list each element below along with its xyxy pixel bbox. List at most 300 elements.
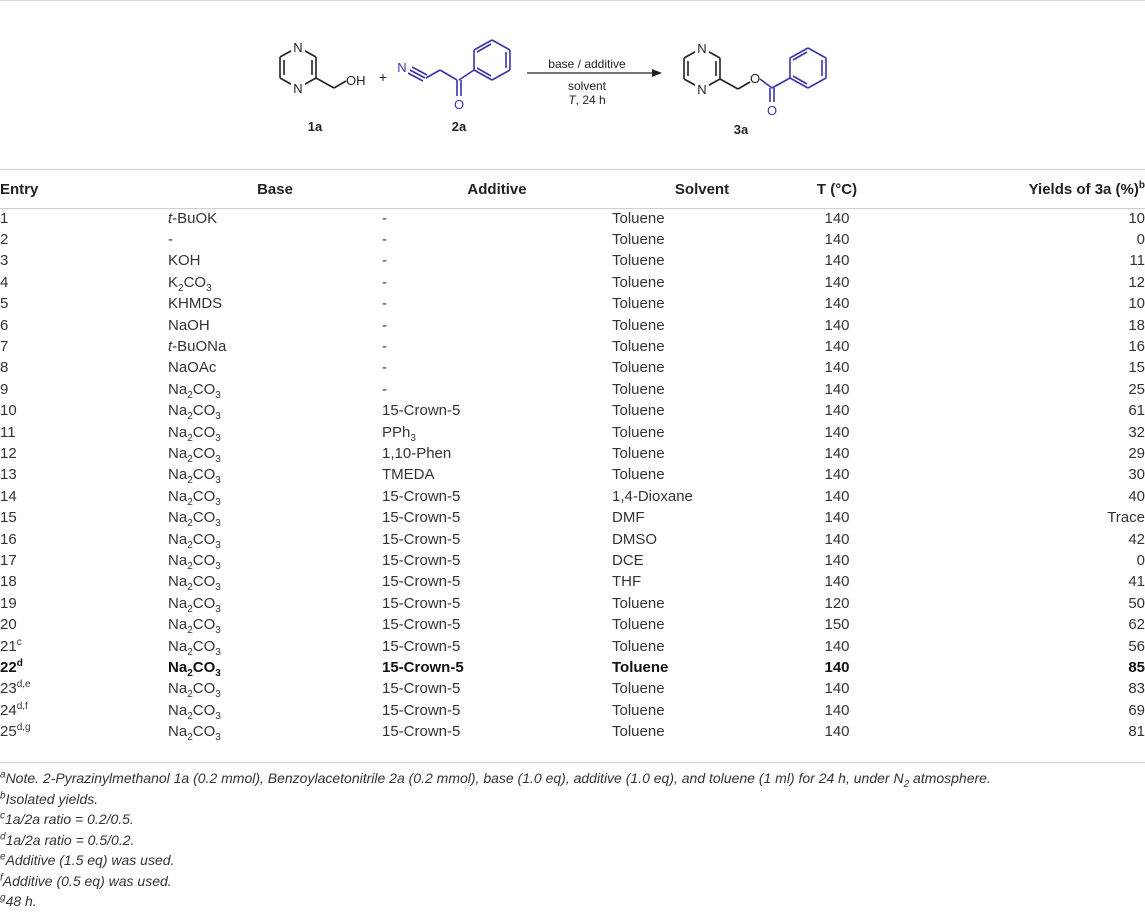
header-yield-footnote: b bbox=[1138, 179, 1145, 191]
base-subscript: 2 bbox=[187, 710, 193, 722]
base-tail bbox=[192, 616, 221, 637]
cell-additive bbox=[382, 379, 612, 400]
cell-solvent: 1,4-Dioxane bbox=[612, 487, 693, 505]
base-name: Na bbox=[168, 723, 188, 741]
table-row bbox=[0, 572, 1145, 593]
base-tail-letters: CO bbox=[192, 616, 216, 634]
table-row bbox=[0, 593, 1145, 614]
cell-solvent: Toluene bbox=[612, 701, 665, 719]
entry-number: 8 bbox=[0, 359, 9, 377]
base-tail bbox=[192, 594, 221, 615]
base-tail-letters: CO bbox=[192, 573, 216, 591]
cell-entry bbox=[0, 486, 168, 507]
entry-number: 22 bbox=[0, 658, 17, 676]
footnote-subscript: 2 bbox=[903, 778, 910, 790]
footnote-line bbox=[0, 871, 1145, 892]
temperature-symbol: T bbox=[568, 93, 576, 107]
base-tail-subscript: 3 bbox=[206, 282, 212, 294]
entry-footnote: d bbox=[16, 657, 23, 669]
base-tail-letters: CO bbox=[192, 680, 216, 698]
base-tail-letters: CO bbox=[192, 380, 216, 398]
cell-yield: 61 bbox=[1128, 402, 1145, 420]
cell-temperature: 140 bbox=[824, 402, 850, 420]
cell-temperature: 140 bbox=[824, 209, 850, 227]
base-subscript: 2 bbox=[187, 625, 193, 637]
base-subscript: 2 bbox=[178, 282, 184, 294]
cell-base bbox=[168, 507, 382, 528]
cell-entry bbox=[0, 251, 168, 272]
cell-solvent: Toluene bbox=[612, 680, 665, 698]
base-prefix: t bbox=[168, 209, 173, 227]
base-name: Na bbox=[168, 509, 188, 527]
cell-entry bbox=[0, 401, 168, 422]
cell-entry bbox=[0, 593, 168, 614]
additive-name: 15-Crown-5 bbox=[382, 658, 464, 676]
base-tail bbox=[192, 723, 221, 744]
base-name: Na bbox=[168, 402, 188, 420]
base-tail-subscript: 3 bbox=[215, 560, 221, 572]
cell-entry bbox=[0, 443, 168, 464]
additive-name: 15-Crown-5 bbox=[382, 530, 461, 548]
base-tail-letters: CO bbox=[192, 551, 216, 569]
base-tail bbox=[192, 701, 221, 722]
cell-solvent: Toluene bbox=[612, 402, 665, 420]
entry-number: 19 bbox=[0, 594, 17, 612]
cell-yield: 81 bbox=[1128, 723, 1145, 741]
entry-footnote: d,f bbox=[16, 700, 28, 712]
cell-base bbox=[168, 422, 382, 443]
cell-additive bbox=[382, 208, 612, 229]
table-row bbox=[0, 679, 1145, 700]
cell-entry bbox=[0, 550, 168, 571]
cell-temperature: 140 bbox=[824, 252, 850, 270]
entry-number: 1 bbox=[0, 209, 9, 227]
footnote-mark: g bbox=[0, 892, 6, 904]
cell-yield: 62 bbox=[1128, 616, 1145, 634]
footnote-text: Note. 2-Pyrazinylmethanol 1a (0.2 mmol), Benzoylacetonitrile 2a (0.2 mmol), base (1.0 eq), additive (1.0 eq), and toluene (1 ml) for 24 h, under N bbox=[5, 770, 904, 786]
cell-yield: 15 bbox=[1128, 359, 1145, 377]
cell-base bbox=[168, 700, 382, 721]
entry-number: 20 bbox=[0, 616, 17, 634]
cell-solvent: Toluene bbox=[612, 616, 665, 634]
additive-name: 15-Crown-5 bbox=[382, 637, 461, 655]
footnote-mark: e bbox=[0, 851, 6, 863]
cell-base bbox=[168, 614, 382, 635]
table-row bbox=[0, 465, 1145, 486]
base-subscript: 2 bbox=[187, 432, 193, 444]
cell-base bbox=[168, 208, 382, 229]
additive-subscript: 3 bbox=[410, 432, 416, 444]
label-1a: 1a bbox=[307, 119, 323, 134]
base-tail-letters: CO bbox=[192, 594, 216, 612]
cell-additive bbox=[382, 700, 612, 721]
atom-n: N bbox=[293, 81, 303, 96]
table-row bbox=[0, 657, 1145, 678]
base-name: KOH bbox=[168, 252, 201, 270]
cell-additive bbox=[382, 443, 612, 464]
base-subscript: 2 bbox=[187, 539, 193, 551]
footnotes bbox=[0, 768, 1145, 912]
cell-solvent: DCE bbox=[612, 551, 644, 569]
cell-solvent: Toluene bbox=[612, 295, 665, 313]
cell-yield: Trace bbox=[1107, 509, 1145, 527]
base-name: Na bbox=[168, 701, 188, 719]
base-subscript: 2 bbox=[187, 732, 193, 744]
base-tail-subscript: 3 bbox=[215, 603, 221, 615]
entry-number: 7 bbox=[0, 338, 9, 356]
cell-entry bbox=[0, 208, 168, 229]
cell-solvent: Toluene bbox=[612, 423, 665, 441]
cell-additive bbox=[382, 486, 612, 507]
base-name: KHMDS bbox=[168, 295, 223, 313]
table-row bbox=[0, 636, 1145, 657]
cell-temperature: 140 bbox=[824, 466, 850, 484]
header-base: Base bbox=[257, 180, 293, 198]
base-subscript: 2 bbox=[187, 475, 193, 487]
base-name: - bbox=[168, 231, 173, 249]
cell-entry bbox=[0, 336, 168, 357]
cell-additive bbox=[382, 572, 612, 593]
table-row bbox=[0, 251, 1145, 272]
table-row bbox=[0, 229, 1145, 250]
cell-base bbox=[168, 401, 382, 422]
cell-yield: 10 bbox=[1128, 209, 1145, 227]
footnote-text: 1a/2a ratio = 0.5/0.2. bbox=[5, 831, 135, 848]
cell-base bbox=[168, 572, 382, 593]
base-name: NaOH bbox=[168, 316, 210, 334]
cell-additive bbox=[382, 358, 612, 379]
base-subscript: 2 bbox=[187, 582, 193, 594]
cell-temperature: 140 bbox=[824, 316, 850, 334]
base-tail-letters: CO bbox=[192, 509, 216, 527]
cell-solvent: Toluene bbox=[612, 316, 665, 334]
cell-temperature: 140 bbox=[824, 701, 850, 719]
cell-solvent: Toluene bbox=[612, 359, 665, 377]
cell-entry bbox=[0, 529, 168, 550]
cell-solvent: Toluene bbox=[612, 338, 665, 356]
conditions-above: base / additive bbox=[548, 57, 626, 71]
footnote-line bbox=[0, 830, 1145, 851]
cell-additive bbox=[382, 657, 612, 678]
cell-base bbox=[168, 529, 382, 550]
base-tail-letters: CO bbox=[192, 487, 216, 505]
base-tail-letters: CO bbox=[192, 658, 216, 676]
base-name: Na bbox=[168, 380, 188, 398]
cell-solvent: DMF bbox=[612, 509, 645, 527]
additive-name: 1,10-Phen bbox=[382, 444, 452, 462]
cell-temperature: 140 bbox=[824, 444, 850, 462]
cell-base bbox=[168, 294, 382, 315]
entry-number: 5 bbox=[0, 295, 9, 313]
footnote-line bbox=[0, 850, 1145, 871]
base-name: Na bbox=[168, 616, 188, 634]
cell-additive bbox=[382, 229, 612, 250]
base-tail bbox=[192, 573, 221, 594]
base-tail bbox=[183, 273, 212, 294]
table-row bbox=[0, 443, 1145, 464]
additive-name: - bbox=[382, 231, 387, 249]
footnote-text: Additive (1.5 eq) was used. bbox=[5, 852, 175, 868]
entry-number: 17 bbox=[0, 551, 17, 569]
optimization-table bbox=[0, 170, 1145, 743]
footnote-text: 48 h. bbox=[5, 893, 37, 909]
atom-o: O bbox=[749, 71, 761, 86]
cell-base bbox=[168, 550, 382, 571]
table-bottom-rule bbox=[0, 762, 1145, 763]
cell-entry bbox=[0, 229, 168, 250]
base-tail-letters: CO bbox=[192, 466, 216, 484]
footnote-text: Additive (0.5 eq) was used. bbox=[2, 872, 172, 889]
additive-name: PPh bbox=[382, 423, 411, 441]
cell-yield: 83 bbox=[1128, 680, 1145, 698]
entry-number: 4 bbox=[0, 273, 9, 291]
header-yield-text: Yields of 3a (%) bbox=[1028, 180, 1139, 198]
base-tail bbox=[192, 637, 221, 658]
base-prefix: t bbox=[168, 338, 173, 356]
cell-entry bbox=[0, 507, 168, 528]
footnote-text: 1a/2a ratio = 0.2/0.5. bbox=[5, 811, 134, 827]
base-name: Na bbox=[168, 530, 188, 548]
base-name: Na bbox=[168, 551, 188, 569]
entry-number: 12 bbox=[0, 444, 17, 462]
cell-entry bbox=[0, 465, 168, 486]
cell-entry bbox=[0, 614, 168, 635]
table-row bbox=[0, 358, 1145, 379]
base-tail-letters: CO bbox=[192, 637, 216, 655]
additive-name: - bbox=[382, 316, 387, 334]
footnote-line bbox=[0, 809, 1145, 830]
entry-number: 9 bbox=[0, 380, 9, 398]
base-name: Na bbox=[168, 466, 188, 484]
cell-additive bbox=[382, 251, 612, 272]
cell-temperature: 140 bbox=[824, 551, 850, 569]
cell-additive bbox=[382, 315, 612, 336]
cell-entry bbox=[0, 379, 168, 400]
table-row bbox=[0, 529, 1145, 550]
cell-additive bbox=[382, 593, 612, 614]
additive-name: - bbox=[382, 252, 387, 270]
cell-solvent: Toluene bbox=[612, 594, 665, 612]
cell-solvent: Toluene bbox=[612, 273, 665, 291]
cell-yield: 10 bbox=[1128, 295, 1145, 313]
base-tail-letters: CO bbox=[192, 402, 216, 420]
atom-o: O bbox=[453, 97, 465, 112]
base-tail-subscript: 3 bbox=[215, 689, 221, 701]
header-entry: Entry bbox=[0, 180, 39, 198]
base-tail-subscript: 3 bbox=[215, 646, 221, 658]
base-tail-letters: CO bbox=[192, 530, 216, 548]
additive-name: 15-Crown-5 bbox=[382, 616, 461, 634]
cell-entry bbox=[0, 657, 168, 678]
base-subscript: 2 bbox=[187, 411, 193, 423]
cell-entry bbox=[0, 294, 168, 315]
cell-temperature: 120 bbox=[824, 594, 850, 612]
base-subscript: 2 bbox=[187, 496, 193, 508]
table-row bbox=[0, 550, 1145, 571]
cell-solvent: Toluene bbox=[612, 231, 665, 249]
cell-temperature: 140 bbox=[824, 423, 850, 441]
atom-n: N bbox=[293, 40, 303, 55]
additive-name: TMEDA bbox=[382, 466, 435, 484]
base-tail-letters: CO bbox=[192, 701, 216, 719]
cell-additive bbox=[382, 422, 612, 443]
base-subscript: 2 bbox=[187, 518, 193, 530]
table-header-row bbox=[0, 170, 1145, 208]
additive-name: - bbox=[382, 359, 387, 377]
entry-number: 24 bbox=[0, 701, 17, 719]
base-tail-subscript: 3 bbox=[215, 475, 221, 487]
additive-name: 15-Crown-5 bbox=[382, 509, 461, 527]
footnote-tail: atmosphere. bbox=[909, 770, 991, 786]
base-name: NaOAc bbox=[168, 359, 217, 377]
footnote-mark: d bbox=[0, 830, 6, 842]
cell-temperature: 140 bbox=[824, 380, 850, 398]
cell-yield: 56 bbox=[1128, 637, 1145, 655]
cell-yield: 0 bbox=[1136, 551, 1145, 569]
atom-n: N bbox=[697, 41, 707, 56]
base-subscript: 2 bbox=[187, 689, 193, 701]
atom-n: N bbox=[697, 82, 707, 97]
base-tail bbox=[192, 509, 221, 530]
cell-additive bbox=[382, 721, 612, 742]
table-row bbox=[0, 294, 1145, 315]
cell-solvent: THF bbox=[612, 573, 642, 591]
entry-number: 11 bbox=[0, 423, 16, 441]
base-tail-letters: CO bbox=[192, 723, 216, 741]
base-name: Na bbox=[168, 444, 188, 462]
cell-solvent: Toluene bbox=[612, 466, 665, 484]
header-additive: Additive bbox=[467, 180, 527, 198]
cell-base bbox=[168, 593, 382, 614]
base-name: K bbox=[168, 273, 179, 291]
cell-yield: 42 bbox=[1128, 530, 1145, 548]
entry-footnote: d,e bbox=[16, 679, 31, 691]
cell-entry bbox=[0, 358, 168, 379]
cell-additive bbox=[382, 614, 612, 635]
cell-yield: 69 bbox=[1128, 701, 1145, 719]
base-subscript: 2 bbox=[187, 646, 193, 658]
cell-solvent: Toluene bbox=[612, 444, 665, 462]
base-tail-letters: CO bbox=[192, 444, 216, 462]
cell-solvent: Toluene bbox=[612, 209, 665, 227]
cell-temperature: 140 bbox=[824, 359, 850, 377]
cell-temperature: 140 bbox=[824, 273, 850, 291]
base-tail bbox=[192, 423, 221, 444]
entry-number: 14 bbox=[0, 487, 17, 505]
conditions-solvent: solvent bbox=[567, 79, 607, 93]
cell-base bbox=[168, 486, 382, 507]
cell-temperature: 140 bbox=[824, 530, 850, 548]
cell-base bbox=[168, 358, 382, 379]
base-name: Na bbox=[168, 637, 188, 655]
cell-entry bbox=[0, 636, 168, 657]
footnote-mark: a bbox=[0, 769, 6, 781]
base-name: Na bbox=[168, 573, 188, 591]
base-tail bbox=[192, 680, 221, 701]
footnote-mark: b bbox=[0, 789, 6, 801]
reactant-1a-structure bbox=[280, 47, 346, 88]
base-name: -BuONa bbox=[172, 338, 227, 356]
footnote-mark: f bbox=[0, 871, 3, 883]
base-tail-subscript: 3 bbox=[215, 453, 221, 465]
base-subscript: 2 bbox=[187, 453, 193, 465]
cell-temperature: 140 bbox=[824, 231, 850, 249]
base-tail bbox=[192, 530, 221, 551]
base-tail bbox=[192, 444, 221, 465]
footnote-line bbox=[0, 789, 1145, 810]
cell-base bbox=[168, 465, 382, 486]
additive-name: - bbox=[382, 209, 387, 227]
cell-temperature: 140 bbox=[824, 338, 850, 356]
reactant-2a-structure bbox=[408, 40, 510, 96]
entry-number: 23 bbox=[0, 680, 17, 698]
entry-number: 10 bbox=[0, 402, 17, 420]
table-row bbox=[0, 379, 1145, 400]
footnote-line bbox=[0, 891, 1145, 912]
base-tail-subscript: 3 bbox=[215, 539, 221, 551]
additive-name: 15-Crown-5 bbox=[382, 701, 461, 719]
additive-name: - bbox=[382, 295, 387, 313]
cell-yield: 0 bbox=[1136, 231, 1145, 249]
base-subscript: 2 bbox=[187, 389, 193, 401]
table-row bbox=[0, 486, 1145, 507]
table-row bbox=[0, 614, 1145, 635]
base-name: Na bbox=[168, 487, 188, 505]
cell-yield: 32 bbox=[1128, 423, 1145, 441]
cell-temperature: 150 bbox=[824, 616, 850, 634]
entry-number: 13 bbox=[0, 466, 17, 484]
entry-number: 15 bbox=[0, 509, 17, 527]
cell-additive bbox=[382, 272, 612, 293]
cell-yield: 11 bbox=[1129, 252, 1145, 270]
cell-additive bbox=[382, 679, 612, 700]
table-row bbox=[0, 721, 1145, 742]
table-row bbox=[0, 336, 1145, 357]
table-row bbox=[0, 208, 1145, 229]
entry-number: 18 bbox=[0, 573, 17, 591]
footnote-line bbox=[0, 768, 1145, 789]
entry-footnote: c bbox=[16, 636, 22, 648]
entry-number: 2 bbox=[0, 231, 9, 249]
footnote-text: Isolated yields. bbox=[5, 790, 99, 807]
additive-name: - bbox=[382, 338, 387, 356]
cell-yield: 41 bbox=[1128, 573, 1145, 591]
cell-temperature: 140 bbox=[824, 658, 850, 676]
conditions-time bbox=[568, 93, 605, 107]
cell-temperature: 140 bbox=[824, 680, 850, 698]
base-name: Na bbox=[168, 680, 188, 698]
cell-solvent: Toluene bbox=[612, 380, 665, 398]
base-tail-subscript: 3 bbox=[215, 411, 221, 423]
entry-number: 16 bbox=[0, 530, 17, 548]
base-tail-subscript: 3 bbox=[215, 582, 221, 594]
base-subscript: 2 bbox=[187, 667, 193, 679]
cell-entry bbox=[0, 315, 168, 336]
cell-temperature: 140 bbox=[824, 509, 850, 527]
label-3a: 3a bbox=[733, 122, 749, 137]
atom-n: N bbox=[397, 60, 407, 75]
cell-yield: 12 bbox=[1128, 273, 1145, 291]
cell-solvent: Toluene bbox=[612, 637, 665, 655]
footnote-mark: c bbox=[0, 810, 5, 822]
cell-base bbox=[168, 229, 382, 250]
entry-number: 3 bbox=[0, 252, 9, 270]
base-tail bbox=[192, 487, 221, 508]
table-row bbox=[0, 315, 1145, 336]
cell-yield: 50 bbox=[1128, 594, 1145, 612]
cell-entry bbox=[0, 679, 168, 700]
cell-solvent: Toluene bbox=[612, 723, 665, 741]
